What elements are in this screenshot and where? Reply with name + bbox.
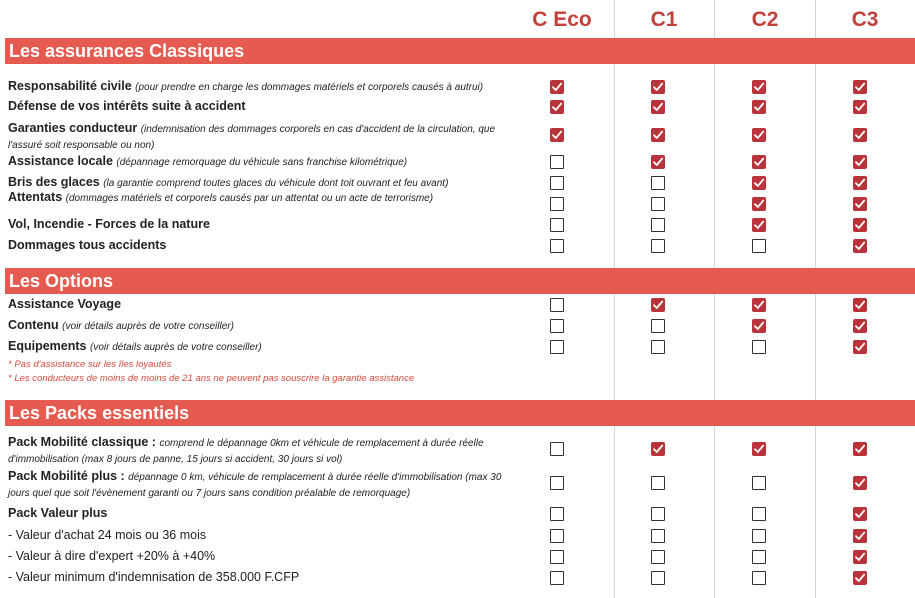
section-header: Les assurances Classiques xyxy=(5,38,915,64)
row-title: - Valeur à dire d'expert +20% à +40% xyxy=(8,549,216,563)
column-header-c1: C1 xyxy=(650,8,678,31)
checkbox-unchecked[interactable] xyxy=(550,176,564,190)
row-label xyxy=(8,318,518,334)
row-label xyxy=(8,469,518,501)
footnote: * Pas d'assistance sur les îles loyautés xyxy=(8,359,172,370)
checkbox-unchecked[interactable] xyxy=(752,239,766,253)
checkbox-checked[interactable] xyxy=(752,298,766,312)
row-detail: (dépannage remorquage du véhicule sans franchise kilométrique) xyxy=(116,157,408,168)
checkbox-unchecked[interactable] xyxy=(550,340,564,354)
row-label xyxy=(8,190,518,206)
checkbox-checked[interactable] xyxy=(853,550,867,564)
checkbox-checked[interactable] xyxy=(651,442,665,456)
row-detail: (pour prendre en charge les dommages matériels et corporels causés à autrui) xyxy=(135,82,484,93)
checkbox-checked[interactable] xyxy=(853,571,867,585)
column-divider xyxy=(714,0,715,598)
checkbox-checked[interactable] xyxy=(550,80,564,94)
row-detail: (voir détails auprès de votre conseiller) xyxy=(89,342,262,353)
checkbox-checked[interactable] xyxy=(853,176,867,190)
checkbox-unchecked[interactable] xyxy=(752,571,766,585)
checkbox-unchecked[interactable] xyxy=(651,507,665,521)
checkbox-checked[interactable] xyxy=(550,100,564,114)
column-header-c3: C3 xyxy=(851,8,879,31)
column-header-c2: C2 xyxy=(751,8,779,31)
checkbox-checked[interactable] xyxy=(752,442,766,456)
row-label xyxy=(8,528,518,542)
row-label xyxy=(8,570,518,584)
row-detail: dépannage 0 km, véhicule de remplacement à durée réelle d'immobilisation (max 30 jours quel que soit l'évènement garanti ou 7 jours sans condition préalable de remorquage) xyxy=(8,472,502,499)
column-header-c-eco: C Eco xyxy=(532,8,592,31)
checkbox-checked[interactable] xyxy=(853,239,867,253)
row-label xyxy=(8,175,518,191)
row-label xyxy=(8,154,518,170)
checkbox-checked[interactable] xyxy=(853,476,867,490)
checkbox-checked[interactable] xyxy=(853,128,867,142)
checkbox-checked[interactable] xyxy=(752,176,766,190)
row-title: - Valeur d'achat 24 mois ou 36 mois xyxy=(8,528,207,542)
checkbox-unchecked[interactable] xyxy=(550,218,564,232)
checkbox-unchecked[interactable] xyxy=(550,298,564,312)
row-title: Attentats xyxy=(8,190,63,204)
checkbox-checked[interactable] xyxy=(752,100,766,114)
checkbox-unchecked[interactable] xyxy=(550,197,564,211)
checkbox-unchecked[interactable] xyxy=(651,176,665,190)
checkbox-checked[interactable] xyxy=(651,80,665,94)
row-title: Assistance Voyage xyxy=(8,297,122,311)
checkbox-checked[interactable] xyxy=(651,155,665,169)
checkbox-checked[interactable] xyxy=(853,155,867,169)
row-title: Dommages tous accidents xyxy=(8,238,167,252)
checkbox-unchecked[interactable] xyxy=(651,218,665,232)
row-label xyxy=(8,238,518,252)
checkbox-unchecked[interactable] xyxy=(550,319,564,333)
row-label xyxy=(8,339,518,355)
row-title: Bris des glaces xyxy=(8,175,100,189)
row-detail: (indemnisation des dommages corporels en cas d'accident de la circulation, que l'assuré soit responsable ou non) xyxy=(8,124,496,151)
checkbox-checked[interactable] xyxy=(550,128,564,142)
checkbox-unchecked[interactable] xyxy=(651,319,665,333)
checkbox-unchecked[interactable] xyxy=(752,476,766,490)
checkbox-unchecked[interactable] xyxy=(752,529,766,543)
section-header: Les Packs essentiels xyxy=(5,400,915,426)
section-header: Les Options xyxy=(5,268,915,294)
row-label xyxy=(8,435,518,467)
checkbox-checked[interactable] xyxy=(651,298,665,312)
checkbox-checked[interactable] xyxy=(651,100,665,114)
checkbox-unchecked[interactable] xyxy=(550,571,564,585)
checkbox-unchecked[interactable] xyxy=(651,197,665,211)
row-title: Garanties conducteur xyxy=(8,121,138,135)
checkbox-checked[interactable] xyxy=(853,298,867,312)
checkbox-unchecked[interactable] xyxy=(651,529,665,543)
row-detail: comprend le dépannage 0km et véhicule de remplacement à durée réelle d'immobilisation (max 8 jours de panne, 15 jours si accident, 30 jours si vol) xyxy=(8,438,484,465)
checkbox-unchecked[interactable] xyxy=(550,507,564,521)
checkbox-checked[interactable] xyxy=(853,507,867,521)
checkbox-unchecked[interactable] xyxy=(550,155,564,169)
checkbox-unchecked[interactable] xyxy=(651,239,665,253)
row-detail: (la garantie comprend toutes glaces du véhicule dont toit ouvrant et feu avant) xyxy=(103,178,449,189)
checkbox-checked[interactable] xyxy=(752,80,766,94)
checkbox-checked[interactable] xyxy=(752,155,766,169)
row-detail: (voir détails auprès de votre conseiller) xyxy=(62,321,234,332)
row-label xyxy=(8,217,518,231)
checkbox-checked[interactable] xyxy=(752,319,766,333)
checkbox-checked[interactable] xyxy=(752,218,766,232)
checkbox-checked[interactable] xyxy=(853,442,867,456)
checkbox-unchecked[interactable] xyxy=(550,476,564,490)
row-title: Contenu xyxy=(8,318,59,332)
column-divider xyxy=(815,0,816,598)
row-label xyxy=(8,79,518,95)
checkbox-checked[interactable] xyxy=(853,340,867,354)
row-detail: (dommages matériels et corporels causés par un attentat ou un acte de terrorisme) xyxy=(65,193,434,204)
checkbox-unchecked[interactable] xyxy=(550,442,564,456)
checkbox-checked[interactable] xyxy=(853,197,867,211)
row-title: Pack Valeur plus xyxy=(8,506,108,520)
checkbox-checked[interactable] xyxy=(853,100,867,114)
checkbox-checked[interactable] xyxy=(752,197,766,211)
row-title: Assistance locale xyxy=(8,154,113,168)
row-title: Equipements xyxy=(8,339,87,353)
row-title: Pack Mobilité classique : xyxy=(8,435,156,449)
checkbox-checked[interactable] xyxy=(651,128,665,142)
row-title: Défense de vos intérêts suite à accident xyxy=(8,99,246,113)
checkbox-unchecked[interactable] xyxy=(752,550,766,564)
checkbox-unchecked[interactable] xyxy=(651,550,665,564)
row-label xyxy=(8,121,518,153)
checkbox-checked[interactable] xyxy=(853,80,867,94)
row-title: Responsabilité civile xyxy=(8,79,132,93)
row-label xyxy=(8,297,518,311)
checkbox-checked[interactable] xyxy=(853,319,867,333)
checkbox-unchecked[interactable] xyxy=(752,340,766,354)
row-label xyxy=(8,506,518,520)
row-title: - Valeur minimum d'indemnisation de 358.000 F.CFP xyxy=(8,570,300,584)
checkbox-unchecked[interactable] xyxy=(651,571,665,585)
footnote: * Les conducteurs de moins de moins de 21 ans ne peuvent pas souscrire la garantie assistance xyxy=(8,373,415,384)
checkbox-checked[interactable] xyxy=(853,218,867,232)
row-label xyxy=(8,549,518,563)
checkbox-unchecked[interactable] xyxy=(550,529,564,543)
row-title: Vol, Incendie - Forces de la nature xyxy=(8,217,210,231)
checkbox-checked[interactable] xyxy=(853,529,867,543)
checkbox-unchecked[interactable] xyxy=(651,476,665,490)
checkbox-unchecked[interactable] xyxy=(550,550,564,564)
row-title: Pack Mobilité plus : xyxy=(8,469,125,483)
column-divider xyxy=(614,0,615,598)
row-label xyxy=(8,99,518,113)
checkbox-unchecked[interactable] xyxy=(550,239,564,253)
checkbox-unchecked[interactable] xyxy=(651,340,665,354)
checkbox-unchecked[interactable] xyxy=(752,507,766,521)
checkbox-checked[interactable] xyxy=(752,128,766,142)
